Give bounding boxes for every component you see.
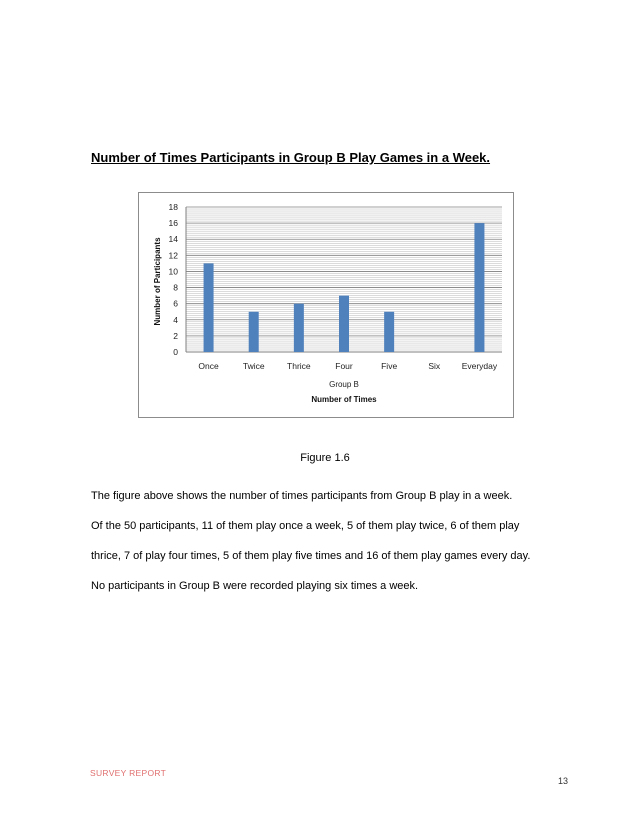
series-legend-label: Group B	[329, 380, 359, 389]
x-tick-label: Once	[198, 361, 219, 371]
bar-everyday	[474, 223, 484, 352]
y-tick-label: 14	[168, 234, 178, 245]
page-number: 13	[557, 776, 568, 786]
x-tick-label: Thrice	[287, 361, 311, 371]
y-tick-label: 8	[173, 282, 178, 293]
y-tick-label: 2	[173, 330, 178, 341]
x-axis-title: Number of Times	[311, 395, 377, 404]
bar-thrice	[294, 304, 304, 352]
x-tick-label: Six	[428, 361, 441, 371]
figure-heading: Number of Times Participants in Group B Play Games in a Week.	[91, 150, 491, 165]
footer-label: SURVEY REPORT	[90, 768, 167, 778]
bar-four	[339, 296, 349, 352]
bar-chart	[138, 192, 514, 418]
x-tick-label: Four	[335, 361, 353, 371]
y-axis-title: Number of Participants	[153, 237, 162, 326]
x-tick-label: Everyday	[461, 361, 498, 371]
paragraph-line-4: No participants in Group B were recorded playing six times a week.	[91, 580, 419, 592]
paragraph-line-1: The figure above shows the number of times participants from Group B play in a week.	[91, 490, 513, 502]
bar-chart-svg	[139, 193, 515, 419]
y-tick-label: 0	[173, 347, 178, 357]
figure-caption: Figure 1.6	[300, 452, 350, 464]
y-tick-label: 16	[168, 218, 178, 229]
y-tick-label: 4	[173, 314, 178, 325]
x-tick-label: Five	[381, 361, 398, 371]
paragraph-line-2: Of the 50 participants, 11 of them play once a week, 5 of them play twice, 6 of them play	[91, 520, 520, 532]
y-tick-label: 12	[168, 250, 178, 261]
bar-five	[384, 312, 394, 352]
y-tick-label: 10	[168, 266, 178, 277]
paragraph-line-3: thrice, 7 of play four times, 5 of them play five times and 16 of them play games every day.	[91, 550, 531, 562]
y-tick-label: 6	[173, 298, 178, 309]
x-tick-label: Twice	[242, 361, 265, 371]
bar-twice	[249, 312, 259, 352]
y-tick-label: 18	[168, 202, 178, 212]
bar-once	[204, 263, 214, 352]
